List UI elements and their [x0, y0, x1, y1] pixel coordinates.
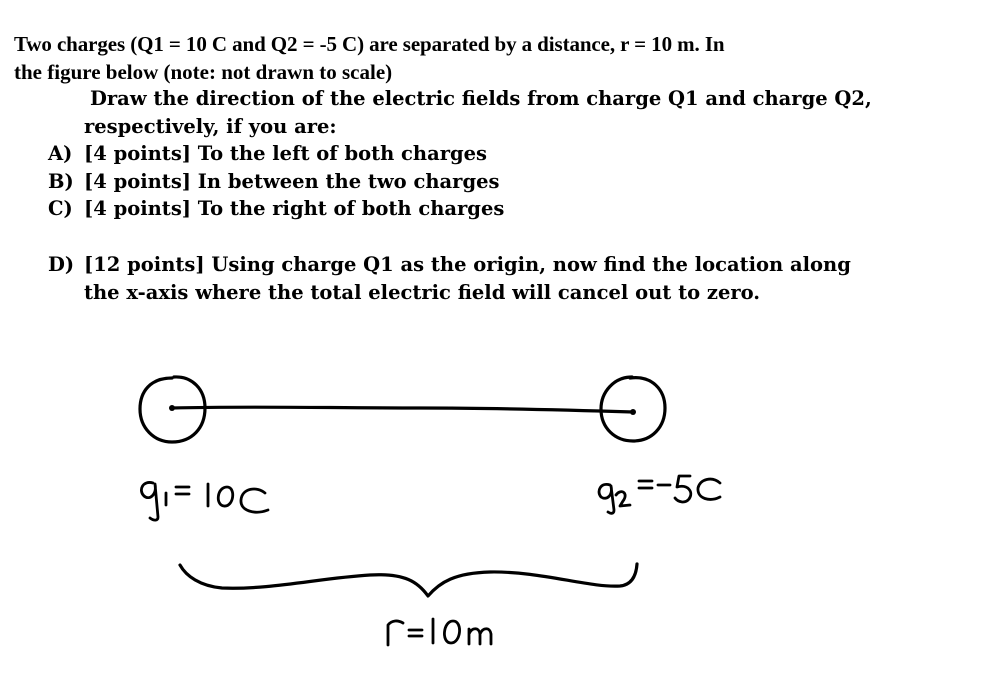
charge-q2-circle: [601, 377, 665, 441]
charge-q1-dot: [169, 405, 175, 411]
distance-brace: [180, 564, 637, 596]
part-a-marker: A): [48, 142, 73, 165]
part-d-marker: D): [48, 253, 75, 276]
part-d-line-2: the x-axis where the total electric field will cancel out to zero.: [84, 281, 761, 304]
part-c-marker: C): [48, 197, 73, 220]
part-c: [48, 197, 504, 221]
q1-label-drawing: [141, 482, 268, 520]
charge-q1-circle: [140, 377, 205, 442]
part-b-text: [4 points] In between the two charges: [84, 170, 500, 193]
instruction-line-2: respectively, if you are:: [84, 115, 337, 138]
intro-line-1: Two charges (Q1 = 10 C and Q2 = -5 C) are separated by a distance, r = 10 m. In: [14, 32, 725, 56]
part-d: [48, 253, 851, 277]
instruction-line-1: Draw the direction of the electric fields from charge Q1 and charge Q2,: [90, 87, 872, 110]
part-c-text: [4 points] To the right of both charges: [84, 197, 505, 220]
page-top-edge: [0, 0, 982, 8]
part-d-text: [12 points] Using charge Q1 as the origin, now find the location along: [84, 253, 851, 276]
intro-line-2: the figure below (note: not drawn to scale): [14, 60, 393, 84]
distance-label-drawing: [388, 619, 491, 645]
part-b: [48, 170, 499, 194]
charge-q2-dot: [630, 409, 636, 415]
part-a-text: [4 points] To the left of both charges: [84, 142, 488, 165]
connecting-line: [172, 407, 633, 412]
part-a: [48, 142, 487, 166]
part-b-marker: B): [48, 170, 74, 193]
q2-label-drawing: [599, 476, 720, 513]
